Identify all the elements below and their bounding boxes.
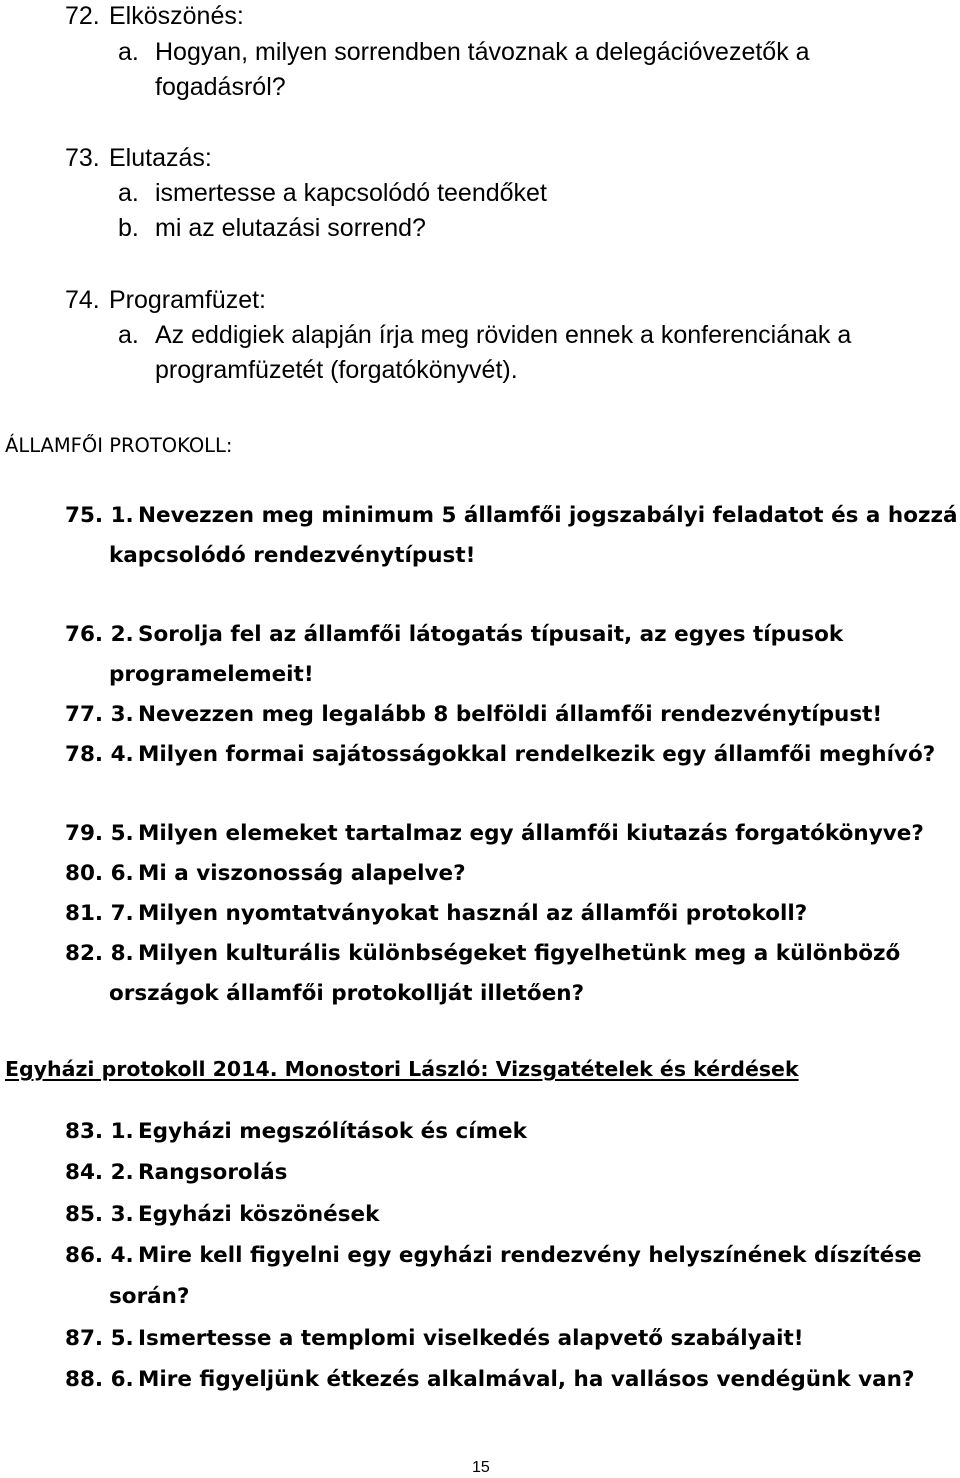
item-letter: a.	[118, 321, 139, 349]
question-text: Mi a viszonosság alapelve?	[138, 861, 466, 886]
section-title: Elutazás:	[109, 144, 212, 172]
item-text: mi az elutazási sorrend?	[155, 214, 426, 242]
question-number: 76. 2.	[65, 622, 134, 647]
question-text: Sorolja fel az államfői látogatás típusait, az egyes típusok	[138, 622, 844, 647]
section-title: Programfüzet:	[109, 286, 267, 314]
section-number: 74.	[65, 286, 100, 314]
section-heading: Egyházi protokoll 2014. Monostori László: Vizsgatételek és kérdések	[5, 1057, 799, 1081]
question-text: során?	[109, 1284, 190, 1309]
question-number: 84. 2.	[65, 1160, 134, 1185]
question-text: Mire kell figyelni egy egyházi rendezvény helyszínének díszítése	[138, 1243, 922, 1268]
question-text: Egyházi megszólítások és címek	[138, 1119, 527, 1144]
item-letter: b.	[118, 214, 139, 242]
section-title: Elköszönés:	[109, 2, 244, 30]
question-text: Nevezzen meg minimum 5 államfői jogszabályi feladatot és a hozzá	[138, 503, 958, 528]
section-heading: ÁLLAMFŐI PROTOKOLL:	[5, 434, 233, 457]
question-text: programelemeit!	[109, 662, 314, 687]
question-number: 80. 6.	[65, 861, 134, 886]
item-text: Hogyan, milyen sorrendben távoznak a delegációvezetők a	[155, 38, 810, 66]
question-text: Nevezzen meg legalább 8 belföldi államfői rendezvénytípust!	[138, 702, 883, 727]
question-text: Milyen formai sajátosságokkal rendelkezik egy államfői meghívó?	[138, 742, 936, 767]
question-text: Milyen elemeket tartalmaz egy államfői kiutazás forgatókönyve?	[138, 821, 924, 846]
question-number: 88. 6.	[65, 1367, 134, 1392]
item-letter: a.	[118, 38, 139, 66]
item-text: Az eddigiek alapján írja meg röviden ennek a konferenciának a	[155, 321, 852, 349]
question-number: 85. 3.	[65, 1202, 134, 1227]
question-number: 75. 1.	[65, 503, 134, 528]
question-number: 87. 5.	[65, 1326, 134, 1351]
question-text: országok államfői protokollját illetően?	[109, 981, 585, 1006]
item-text: programfüzetét (forgatókönyvét).	[155, 356, 518, 384]
question-number: 86. 4.	[65, 1243, 134, 1268]
question-number: 77. 3.	[65, 702, 134, 727]
question-text: Ismertesse a templomi viselkedés alapvető szabályait!	[138, 1326, 804, 1351]
question-text: Milyen kulturális különbségeket figyelhetünk meg a különböző	[138, 941, 901, 966]
item-letter: a.	[118, 179, 139, 207]
question-text: Egyházi köszönések	[138, 1202, 380, 1227]
section-number: 73.	[65, 144, 100, 172]
question-number: 79. 5.	[65, 821, 134, 846]
question-number: 82. 8.	[65, 941, 134, 966]
question-number: 81. 7.	[65, 901, 134, 926]
question-number: 83. 1.	[65, 1119, 134, 1144]
question-text: Milyen nyomtatványokat használ az államfői protokoll?	[138, 901, 808, 926]
section-number: 72.	[65, 2, 100, 30]
question-text: kapcsolódó rendezvénytípust!	[109, 543, 476, 568]
page-number: 15	[472, 1459, 490, 1476]
question-number: 78. 4.	[65, 742, 134, 767]
item-text: ismertesse a kapcsolódó teendőket	[155, 179, 547, 207]
question-text: Mire figyeljünk étkezés alkalmával, ha vallásos vendégünk van?	[138, 1367, 915, 1392]
question-text: Rangsorolás	[138, 1160, 288, 1185]
item-text: fogadásról?	[155, 73, 286, 101]
